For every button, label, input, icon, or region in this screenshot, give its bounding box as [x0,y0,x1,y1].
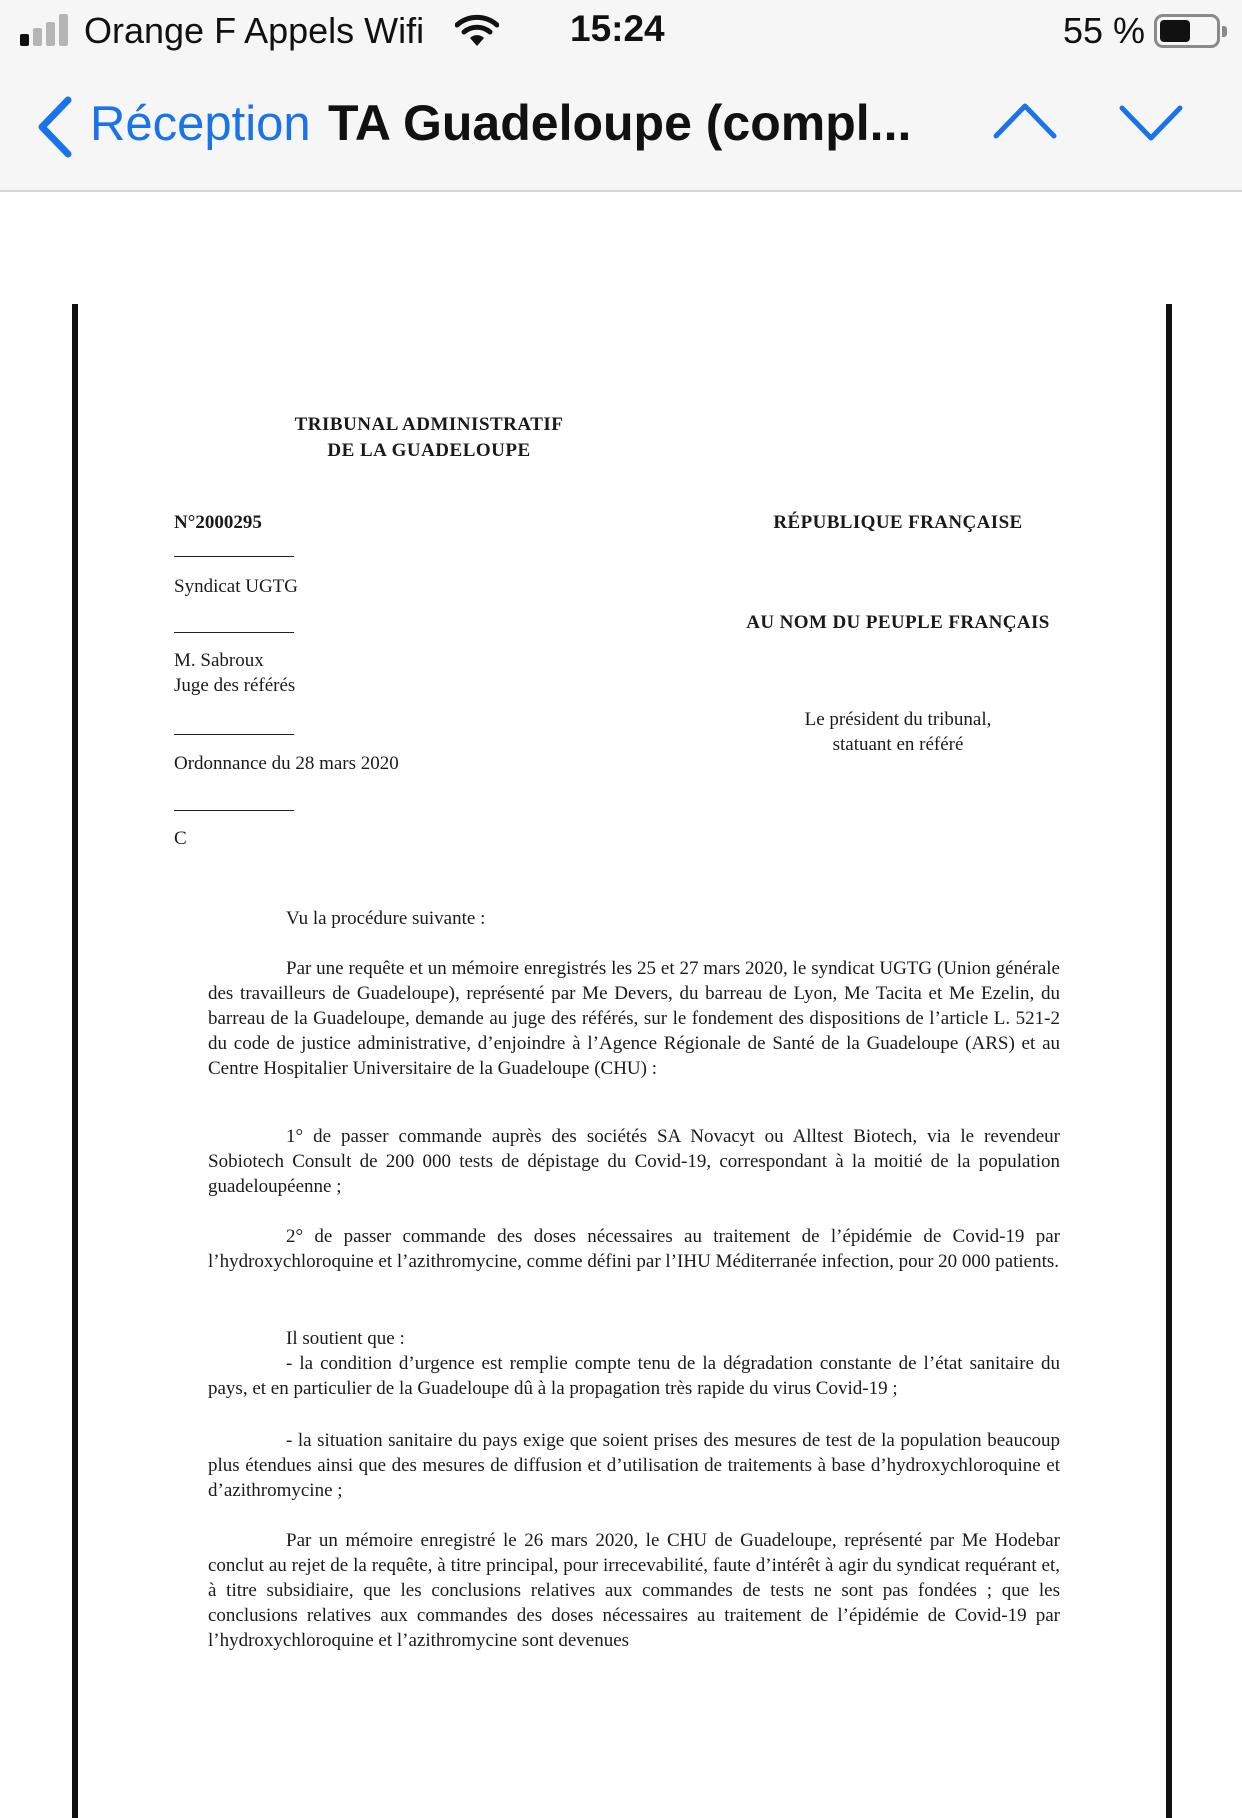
president-line2: statuant en référé [832,734,964,755]
battery-percentage: 55 % [1063,10,1146,51]
paragraph-request: Par une requête et un mémoire enregistrés les 25 et 27 mars 2020, le syndicat UGTG (Union générale des travailleurs de Guadeloupe), représenté par Me Devers, du barreau de Lyon, Me Tacita et Me Ezelin, du barreau de la Guadeloupe, demande au juge des référés, sur le fondement des dispositions de l’article L. 521-2 du code de justice administrative, d’enjoindre à l’Agence Régionale de Santé de la Guadeloupe (ARS) et au Centre Hospitalier Universitaire de la Guadeloupe (CHU) : [208,958,1060,1079]
soutient-heading: Il soutient que : [286,1328,405,1349]
back-to-inbox-button[interactable]: Réception [90,97,311,151]
case-number: N°2000295 [174,512,262,533]
battery-level-fill [1160,20,1190,42]
president-line1: Le président du tribunal, [804,709,992,730]
judge-role: Juge des référés [174,675,296,696]
court-name-line1: TRIBUNAL ADMINISTRATIF [294,414,564,435]
chevron-left-icon[interactable] [34,94,76,160]
paragraph-doses: 2° de passer commande des doses nécessaires au traitement de l’épidémie de Covid-19 par l’hydroxychloroquine et l’azithromycine, comme défini par l’IHU Méditerranée infection, pour 20 000 patients. [208,1226,1060,1272]
paragraph-chu-response: Par un mémoire enregistré le 26 mars 2020, le CHU de Guadeloupe, représenté par Me Hodebar conclut au rejet de la requête, à titre principal, pour irrecevabilité, faute d’intérêt à agir du syndicat requérant et, à titre subsidiaire, que les conclusions relatives aux commandes de tests ne sont pas fondées ; que les conclusions relatives aux commandes des doses nécessaires au traitement de l’épidémie de Covid-19 par l’hydroxychloroquine et l’azithromycine sont devenues [208,1530,1060,1651]
order-date: Ordonnance du 28 mars 2020 [174,753,399,774]
mail-navigation-bar [0,66,1242,192]
divider [174,810,294,811]
divider [174,632,294,633]
carrier-name: Orange F Appels Wifi [84,10,425,51]
court-header [264,412,594,464]
status-bar [0,0,1242,66]
procedure-intro: Vu la procédure suivante : [286,908,486,929]
republic-heading: RÉPUBLIQUE FRANÇAISE [773,512,1023,533]
chevron-up-icon[interactable] [990,98,1060,144]
chevron-down-icon[interactable] [1116,100,1186,146]
argument-urgency: - la condition d’urgence est remplie compte tenu de la dégradation constante de l’état sanitaire du pays, et en particulier de la Guadeloupe dû à la propagation très rapide du virus Covid-19 ; [208,1353,1060,1399]
paragraph-tests: 1° de passer commande auprès des sociétés SA Novacyt ou Alltest Biotech, via le revendeur Sobiotech Consult de 200 000 tests de dépistage du Covid-19, correspondant à la moitié de la population guadeloupéenne ; [208,1126,1060,1197]
battery-icon [1154,14,1220,48]
email-subject-title: TA Guadeloupe (compl... [328,95,912,151]
wifi-icon [455,14,499,48]
battery-terminal [1222,26,1227,37]
court-name-line2: DE LA GUADELOUPE [327,440,531,461]
attachment-viewer[interactable] [0,194,1242,1818]
cellular-signal-icon [20,14,72,46]
case-code: C [174,828,187,849]
divider [174,734,294,735]
people-heading: AU NOM DU PEUPLE FRANÇAIS [746,612,1050,633]
divider [174,556,294,557]
judge-name: M. Sabroux [174,650,264,671]
party-name: Syndicat UGTG [174,576,299,597]
status-time: 15:24 [570,8,665,49]
argument-health: - la situation sanitaire du pays exige que soient prises des mesures de test de la population beaucoup plus étendues ainsi que des mesures de diffusion et d’utilisation de traitements à base d’hydroxychloroquine et d’azithromycine ; [208,1430,1060,1501]
document-page [72,304,1172,1818]
